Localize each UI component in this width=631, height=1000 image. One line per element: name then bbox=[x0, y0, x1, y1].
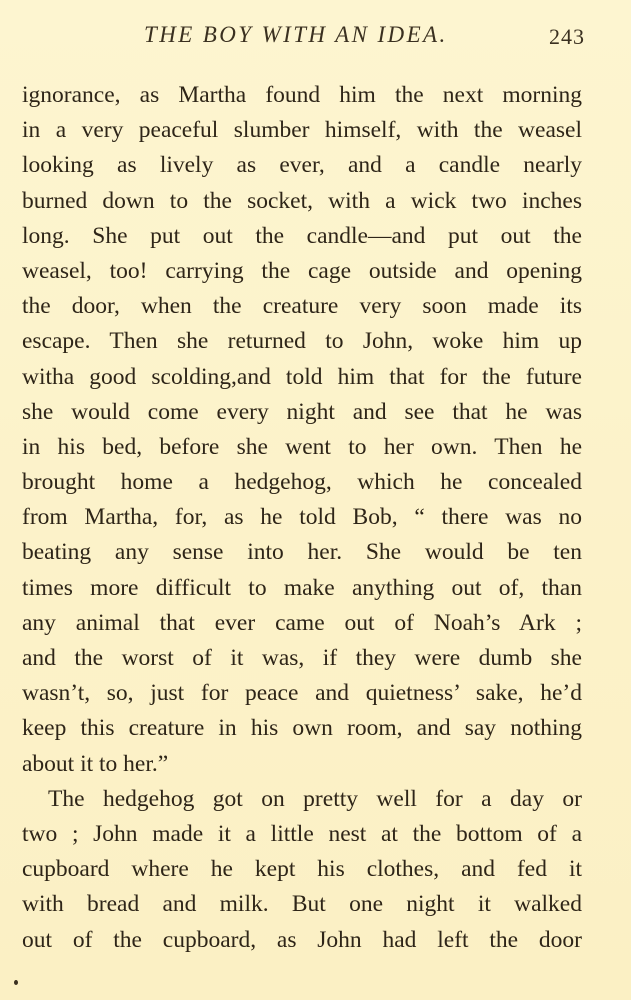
text-line: out of the cupboard, as John had left the door bbox=[22, 926, 582, 953]
print-speck bbox=[14, 980, 18, 985]
text-line: burned down to the socket, with a wick two inches bbox=[22, 187, 582, 214]
text-line: with bread and milk. But one night it walked bbox=[22, 891, 582, 918]
body-text bbox=[22, 78, 582, 958]
text-line: beating any sense into her. She would be ten bbox=[22, 539, 582, 566]
text-line: and the worst of it was, if they were dumb she bbox=[22, 645, 582, 671]
text-line: brought home a hedgehog, which he concealed bbox=[22, 469, 582, 496]
text-line: weasel, too! carrying the cage outside and opening bbox=[22, 257, 582, 284]
text-line: times more difficult to make anything out of, than bbox=[22, 574, 582, 601]
paragraph bbox=[22, 78, 582, 782]
text-line: long. She put out the candle—and put out the bbox=[22, 222, 582, 249]
text-line: looking as lively as ever, and a candle nearly bbox=[22, 152, 582, 179]
text-line: she would come every night and see that he was bbox=[22, 398, 582, 425]
text-line: in a very peaceful slumber himself, with the weasel bbox=[22, 117, 582, 144]
text-line: in his bed, before she went to her own. Then he bbox=[22, 433, 582, 460]
text-line: the door, when the creature very soon made its bbox=[22, 293, 582, 320]
text-line: from Martha, for, as he told Bob, “ there was no bbox=[22, 504, 582, 531]
text-line: witha good scolding,and told him that for the future bbox=[22, 363, 582, 390]
text-line: two ; John made it a little nest at the bottom of a bbox=[22, 820, 582, 847]
text-line: about it to her.” bbox=[22, 750, 169, 777]
text-line: keep this creature in his own room, and say nothing bbox=[22, 715, 582, 742]
text-line: escape. Then she returned to John, woke him up bbox=[22, 328, 582, 355]
paragraph bbox=[22, 782, 582, 958]
running-title: THE BOY WITH AN IDEA. bbox=[144, 22, 448, 47]
text-line: cupboard where he kept his clothes, and fed it bbox=[22, 856, 582, 883]
text-line: The hedgehog got on pretty well for a day or bbox=[48, 785, 582, 812]
page-number: 243 bbox=[549, 24, 585, 49]
text-line: any animal that ever came out of Noah’s Ark ; bbox=[22, 609, 582, 636]
running-head bbox=[0, 22, 631, 54]
text-line: wasn’t, so, just for peace and quietness’ sake, he’d bbox=[22, 680, 582, 707]
text-line: ignorance, as Martha found him the next morning bbox=[22, 82, 582, 108]
